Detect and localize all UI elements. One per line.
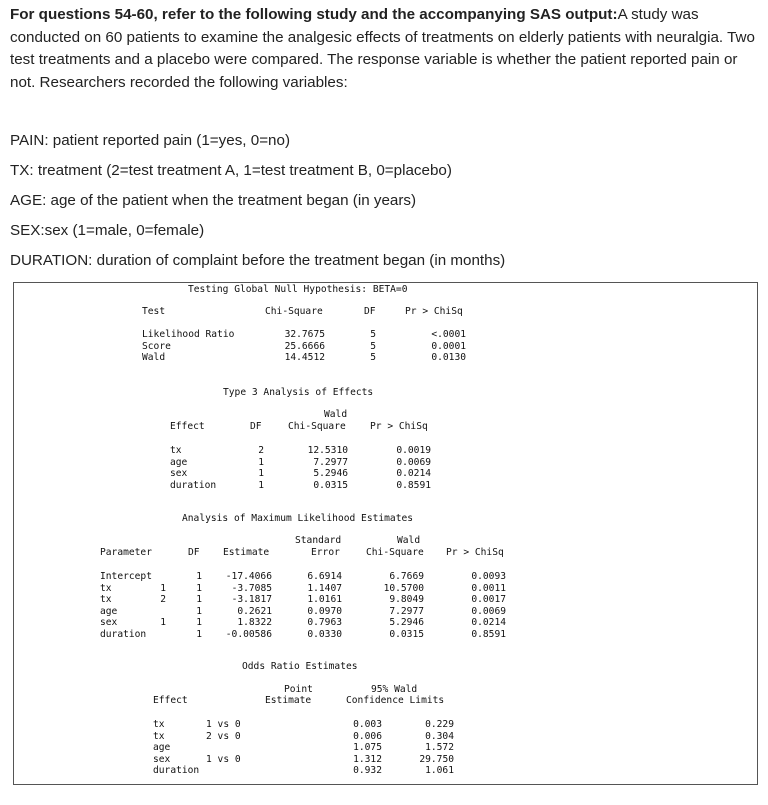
mle-row-parameter: tx — [100, 594, 112, 605]
mle-row-chisq: 10.5700 — [383, 582, 424, 594]
mle-row-level: 1 — [160, 617, 166, 628]
mle-header-chisq: Chi-Square — [366, 547, 424, 558]
odds-header-limits: Confidence Limits — [346, 695, 445, 706]
odds-row-upper: 1.061 — [425, 765, 454, 776]
mle-row-p: 0.0011 — [471, 582, 506, 594]
mle-row-error: 1.1407 — [307, 582, 342, 594]
odds-title: Odds Ratio Estimates — [242, 661, 358, 672]
mle-row-df: 1 — [196, 628, 202, 640]
mle-row-df: 1 — [196, 594, 202, 605]
mle-row-df: 1 — [196, 582, 202, 594]
odds-row-effect: age — [153, 742, 171, 753]
global-row-test: Score — [142, 340, 171, 352]
mle-row-parameter: tx — [100, 582, 112, 594]
type3-row-effect: duration — [170, 479, 217, 491]
mle-row-p: 0.8591 — [471, 628, 506, 640]
sas-output — [13, 282, 758, 785]
odds-row-effect: sex — [153, 753, 171, 765]
odds-row-lower: 0.006 — [353, 730, 382, 742]
mle-row-df: 1 — [196, 571, 202, 582]
global-row-df: 5 — [370, 329, 376, 340]
mle-row-parameter: Intercept — [100, 571, 152, 582]
mle-row-estimate: -0.00586 — [225, 628, 272, 640]
odds-row-lower: 0.003 — [353, 719, 382, 730]
mle-row-parameter: duration — [100, 628, 147, 640]
odds-header-effect: Effect — [153, 695, 188, 706]
global-header-df: DF — [364, 306, 376, 317]
variable-pain: PAIN: patient reported pain (1=yes, 0=no) — [10, 132, 291, 149]
mle-row-error: 1.0161 — [307, 594, 342, 605]
odds-row-comparison: 1 vs 0 — [206, 753, 241, 765]
type3-row-df: 1 — [258, 479, 264, 491]
odds-row-upper: 29.750 — [419, 753, 454, 765]
global-header-test: Test — [142, 306, 166, 317]
odds-row-lower: 1.312 — [353, 753, 382, 765]
odds-row-lower: 1.075 — [353, 742, 382, 753]
variable-duration: DURATION: duration of complaint before the treatment began (in months) — [10, 252, 506, 269]
odds-row-lower: 0.932 — [353, 765, 382, 776]
global-row-test: Wald — [142, 352, 166, 363]
type3-title: Type 3 Analysis of Effects — [223, 387, 374, 398]
type3-header-df: DF — [250, 421, 262, 432]
intro-text: A study was conducted on 60 patients to examine the analgesic effects of treatments on elderly patients with neuralgia. Two test treatments and a placebo were compared. The response variable is whether the patient reported pain or not. Researchers recorded the following variables: — [10, 6, 755, 91]
type3-row-df: 1 — [258, 456, 264, 468]
mle-row-chisq: 9.8049 — [389, 594, 424, 605]
odds-header-wald: 95% Wald — [371, 684, 418, 695]
odds-header-point: Point — [284, 684, 313, 695]
type3-row-chisq: 0.0315 — [313, 479, 348, 491]
type3-row-p: 0.0019 — [396, 445, 431, 456]
mle-row-p: 0.0214 — [471, 617, 506, 628]
type3-row-chisq: 7.2977 — [313, 456, 348, 468]
global-row-df: 5 — [370, 352, 376, 363]
mle-row-chisq: 5.2946 — [389, 617, 424, 628]
odds-row-comparison: 2 vs 0 — [206, 730, 241, 742]
mle-row-level: 1 — [160, 582, 166, 594]
type3-row-effect: sex — [170, 468, 188, 479]
mle-row-chisq: 6.7669 — [389, 571, 424, 582]
variable-age: AGE: age of the patient when the treatment began (in years) — [10, 192, 417, 209]
odds-row-upper: 0.304 — [425, 730, 454, 742]
mle-row-estimate: 1.8322 — [237, 617, 272, 628]
odds-header-estimate: Estimate — [265, 695, 312, 706]
global-row-chisq: 14.4512 — [284, 352, 325, 363]
mle-row-parameter: sex — [100, 617, 118, 628]
global-row-chisq: 25.6666 — [284, 340, 325, 352]
global-row-p: 0.0130 — [431, 352, 466, 363]
global-row-p: 0.0001 — [431, 340, 466, 352]
intro-paragraph — [10, 4, 762, 94]
odds-row-effect: duration — [153, 765, 200, 776]
type3-row-p: 0.0214 — [396, 468, 431, 479]
type3-row-df: 1 — [258, 468, 264, 479]
mle-header-df: DF — [188, 547, 200, 558]
mle-title: Analysis of Maximum Likelihood Estimates — [182, 513, 414, 524]
mle-row-error: 0.0970 — [307, 605, 342, 617]
mle-row-estimate: -17.4066 — [225, 571, 272, 582]
mle-row-parameter: age — [100, 605, 118, 617]
type3-row-p: 0.0069 — [396, 456, 431, 468]
mle-row-df: 1 — [196, 617, 202, 628]
type3-header-p: Pr > ChiSq — [370, 421, 428, 432]
odds-row-upper: 0.229 — [425, 719, 454, 730]
intro-bold-lead: For questions 54-60, refer to the following study and the accompanying SAS output: — [10, 6, 618, 23]
type3-row-chisq: 12.5310 — [307, 445, 348, 456]
mle-header-standard: Standard — [295, 535, 342, 546]
mle-row-estimate: 0.2621 — [237, 605, 272, 617]
mle-header-estimate: Estimate — [223, 547, 270, 558]
global-row-p: <.0001 — [431, 329, 466, 340]
mle-row-chisq: 0.0315 — [389, 628, 424, 640]
mle-row-chisq: 7.2977 — [389, 605, 424, 617]
global-header-chisq: Chi-Square — [265, 306, 323, 317]
mle-row-p: 0.0017 — [471, 594, 506, 605]
variable-sex: SEX:sex (1=male, 0=female) — [10, 222, 205, 239]
odds-row-effect: tx — [153, 730, 165, 742]
global-row-test: Likelihood Ratio — [142, 329, 235, 340]
variable-tx: TX: treatment (2=test treatment A, 1=test treatment B, 0=placebo) — [10, 162, 452, 179]
type3-row-effect: age — [170, 456, 188, 468]
type3-header-effect: Effect — [170, 421, 205, 432]
mle-row-level: 2 — [160, 594, 166, 605]
mle-header-p: Pr > ChiSq — [446, 547, 504, 558]
global-row-df: 5 — [370, 340, 376, 352]
type3-row-chisq: 5.2946 — [313, 468, 348, 479]
global-header-p: Pr > ChiSq — [405, 306, 463, 317]
mle-row-error: 0.0330 — [307, 628, 342, 640]
mle-row-p: 0.0069 — [471, 605, 506, 617]
odds-row-upper: 1.572 — [425, 742, 454, 753]
global-test-title: Testing Global Null Hypothesis: BETA=0 — [188, 284, 408, 295]
mle-row-df: 1 — [196, 605, 202, 617]
mle-row-p: 0.0093 — [471, 571, 506, 582]
type3-row-df: 2 — [258, 445, 264, 456]
mle-header-wald: Wald — [397, 535, 421, 546]
type3-header-wald: Wald — [324, 409, 348, 420]
mle-row-estimate: -3.7085 — [231, 582, 272, 594]
global-row-chisq: 32.7675 — [284, 329, 325, 340]
odds-row-comparison: 1 vs 0 — [206, 719, 241, 730]
mle-header-error: Error — [311, 547, 340, 558]
type3-header-chisq: Chi-Square — [288, 421, 346, 432]
mle-row-error: 6.6914 — [307, 571, 342, 582]
type3-row-p: 0.8591 — [396, 479, 431, 491]
mle-row-error: 0.7963 — [307, 617, 342, 628]
mle-header-parameter: Parameter — [100, 547, 152, 558]
mle-row-estimate: -3.1817 — [231, 594, 272, 605]
type3-row-effect: tx — [170, 445, 182, 456]
odds-row-effect: tx — [153, 719, 165, 730]
